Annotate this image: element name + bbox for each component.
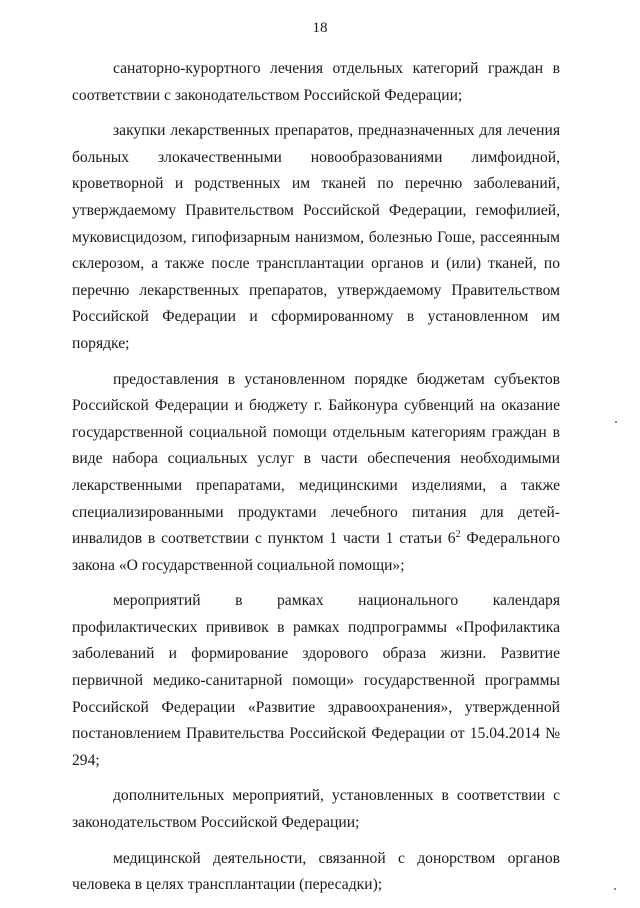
scan-mark xyxy=(615,421,617,423)
scan-mark xyxy=(614,888,616,890)
paragraph-sanatorium: санаторно-курортного лечения отдельных категорий граждан в соответствии с законодательством Российской Федерации; xyxy=(72,60,560,104)
paragraph-subventions xyxy=(72,367,560,580)
document-body xyxy=(72,56,560,908)
page-number: 18 xyxy=(312,20,328,36)
paragraph-additional-measures: дополнительных мероприятий, установленных в соответствии с законодательством Российской Федерации; xyxy=(72,787,560,832)
article-superscript: 2 xyxy=(455,528,461,540)
paragraph-drug-purchases: закупки лекарственных препаратов, предназначенных для лечения больных злокачественными новообразованиями лимфоидной, кроветворной и родственных им тканей по перечню заболеваний, утверждаемому Правительством Российской Федерации, гемофилией, муковисцидозом, гипофизарным нанизмом, болезнью Гоше, рассеянным склерозом, а также после трансплантации органов и (или) тканей, по перечню лекарственных препаратов, утверждаемому Правительством Российской Федерации и сформированному в установленном им порядке; xyxy=(72,122,560,352)
paragraph-vaccination: мероприятий в рамках национального календаря профилактических прививок в рамках подпрограммы «Профилактика заболеваний и формирование здорового образа жизни. Развитие первичной медико-санитарной помощи» государственной программы Российской Федерации «Развитие здравоохранения», утвержденной постановлением Правительства Российской Федерации от 15.04.2014 № 294; xyxy=(72,592,560,769)
subventions-text-end: Федерального закона «О государственной социальной помощи»; xyxy=(72,530,560,574)
paragraph-organ-donation: медицинской деятельности, связанной с донорством органов человека в целях трансплантации (пересадки); xyxy=(72,849,560,894)
subventions-text-start: предоставления в установленном порядке бюджетам субъектов Российской Федерации и бюджету г. Байконура субвенций на оказание государственной социальной помощи отдельным категориям граждан в виде набора социальных услуг в части обеспечения необходимыми лекарственными препаратами, медицинскими изделиями, а также специализированными продуктами лечебного питания для детей-инвалидов в соответствии с пунктом 1 части 1 статьи 6 xyxy=(72,370,560,548)
